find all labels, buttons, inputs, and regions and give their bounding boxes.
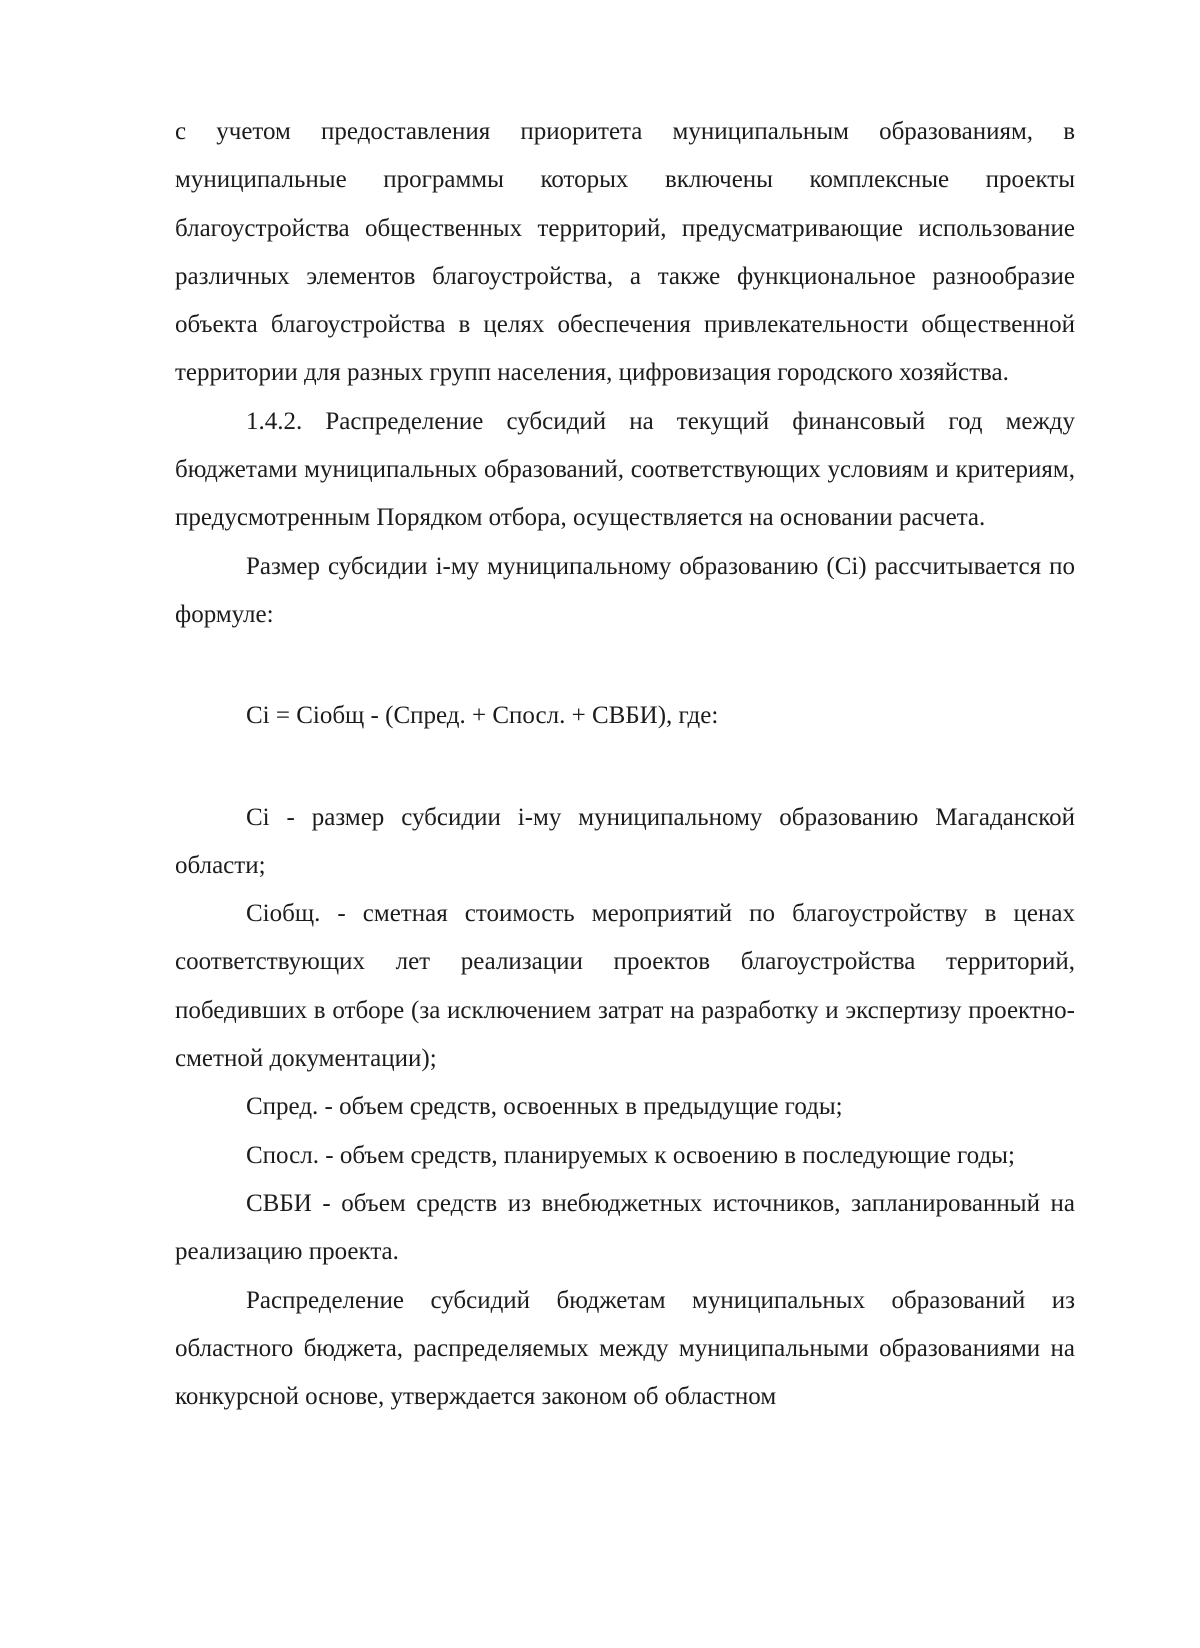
definition-ci: Ci - размер субсидии i-му муниципальному образованию Магаданской области; bbox=[175, 803, 1075, 879]
definition-svbi: СВБИ - объем средств из внебюджетных источников, запланированный на реализацию проекта. bbox=[175, 1189, 1075, 1266]
paragraph-priority-continuation: с учетом предоставления приоритета муниципальным образованиям, в муниципальные программы которых включены комплексные проекты благоустройства общественных территорий, предусматривающие использование различных элементов благоустройства, а также функциональное разнообразие объекта благоустройства в целях обеспечения привлекательности общественной территории для разных групп населения, цифровизация городского хозяйства. bbox=[175, 118, 1075, 387]
document-page bbox=[175, 108, 1075, 1421]
paragraph-distribution: Распределение субсидий бюджетам муниципальных образований из областного бюджета, распределяемых между муниципальными образованиями на конкурсной основе, утверждается законом об областном bbox=[175, 1286, 1075, 1411]
definition-ciobsch: Ciобщ. - сметная стоимость мероприятий по благоустройству в ценах соответствующих лет реализации проектов благоустройства территорий, победивших в отборе (за исключением затрат на разработку и экспертизу проектно-сметной документации); bbox=[175, 900, 1075, 1073]
definition-sposl: Спосл. - объем средств, планируемых к освоению в последующие годы; bbox=[246, 1141, 1015, 1169]
paragraph-subsidy-size: Размер субсидии i-му муниципальному образованию (Ci) рассчитывается по формуле: bbox=[175, 552, 1075, 628]
subsidy-formula: Ci = Ciобщ - (Спред. + Спосл. + СВБИ), где: bbox=[246, 702, 719, 730]
definition-spred: Спред. - объем средств, освоенных в предыдущие годы; bbox=[246, 1093, 843, 1121]
paragraph-1-4-2: 1.4.2. Распределение субсидий на текущий финансовый год между бюджетами муниципальных образований, соответствующих условиям и критериям, предусмотренным Порядком отбора, осуществляется на основании расчета. bbox=[175, 407, 1075, 532]
